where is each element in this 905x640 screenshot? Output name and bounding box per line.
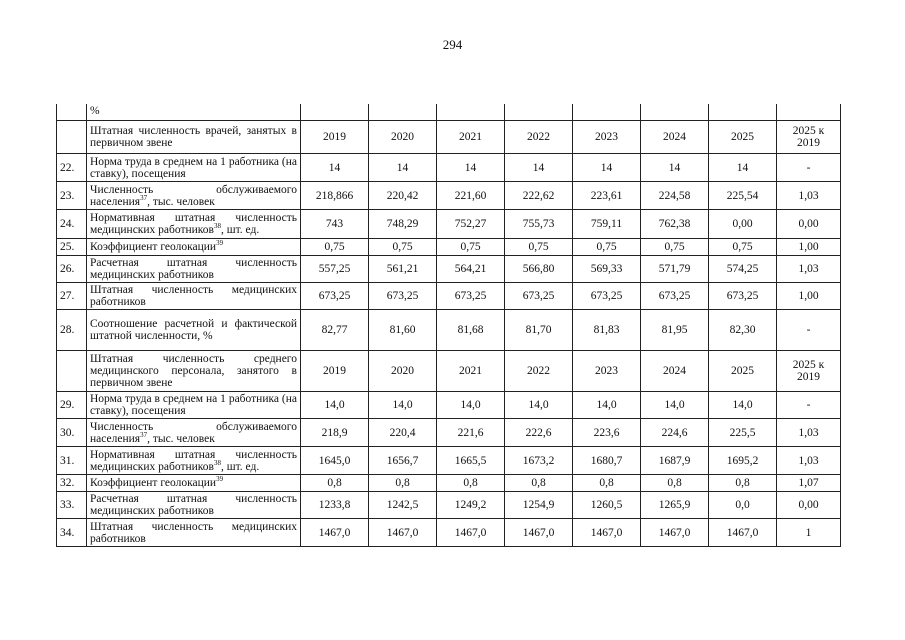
value-cell: 2024 [641, 121, 709, 154]
footnote-ref: 37 [140, 193, 148, 202]
indicator-label: Штатная численность врачей, занятых в первичном звене [90, 125, 297, 149]
page-number: 294 [442, 37, 463, 52]
section-title [87, 351, 301, 392]
indicator-label: Нормативная штатная численность медицинских работников [90, 212, 297, 236]
value-cell: 82,77 [301, 310, 369, 351]
value-cell: 1467,0 [709, 519, 777, 547]
table-cell [57, 104, 87, 121]
value-cell: 0,75 [505, 239, 573, 256]
value-cell: 222,62 [505, 182, 573, 210]
value-cell: 14,0 [573, 392, 641, 419]
table-row [57, 310, 841, 351]
ratio-cell: 2025 к 2019 [777, 351, 841, 392]
value-cell: 0,8 [641, 475, 709, 492]
table-row [57, 104, 841, 121]
indicator-name [87, 475, 301, 492]
value-cell: 673,25 [505, 283, 573, 310]
ratio-cell: 1,07 [777, 475, 841, 492]
value-cell: 1233,8 [301, 492, 369, 519]
table-row [57, 447, 841, 475]
value-cell: 673,25 [369, 283, 437, 310]
value-cell: 220,42 [369, 182, 437, 210]
value-cell: 569,33 [573, 256, 641, 283]
row-number: 31. [57, 447, 87, 475]
value-cell: 1467,0 [301, 519, 369, 547]
value-cell: 1645,0 [301, 447, 369, 475]
footnote-ref: 38 [214, 222, 221, 231]
value-cell: 1254,9 [505, 492, 573, 519]
value-cell: 14,0 [369, 392, 437, 419]
footnote-ref: 37 [140, 430, 148, 439]
table-cell [573, 104, 641, 121]
value-cell: 0,75 [573, 239, 641, 256]
value-cell: 1467,0 [437, 519, 505, 547]
row-number: 22. [57, 154, 87, 182]
table-cell [777, 104, 841, 121]
indicator-label: Штатная численность медицинских работников [90, 284, 297, 308]
value-cell: 574,25 [709, 256, 777, 283]
value-cell: 14,0 [505, 392, 573, 419]
value-cell: 222,6 [505, 419, 573, 447]
value-cell: 14 [573, 154, 641, 182]
table-row [57, 182, 841, 210]
value-cell: 218,866 [301, 182, 369, 210]
value-cell: 0,8 [437, 475, 505, 492]
footnote-ref: 39 [216, 239, 224, 248]
value-cell: 14,0 [437, 392, 505, 419]
row-fragment: % [87, 104, 301, 121]
value-cell: 0,75 [369, 239, 437, 256]
indicator-unit: , шт. ед. [221, 460, 260, 473]
ratio-cell: 0,00 [777, 210, 841, 239]
value-cell: 0,75 [437, 239, 505, 256]
value-cell: 0,8 [505, 475, 573, 492]
table-row [57, 519, 841, 547]
value-cell: 82,30 [709, 310, 777, 351]
table-cell [709, 104, 777, 121]
table-row [57, 419, 841, 447]
indicator-label: Штатная численность медицинских работников [90, 520, 297, 545]
value-cell: 225,5 [709, 419, 777, 447]
indicator-name [87, 519, 301, 547]
indicator-label: Норма труда в среднем на 1 работника (на ставку), посещения [90, 393, 297, 417]
value-cell: 1680,7 [573, 447, 641, 475]
table-row [57, 154, 841, 182]
value-cell: 557,25 [301, 256, 369, 283]
row-number: 32. [57, 475, 87, 492]
value-cell: 0,75 [641, 239, 709, 256]
ratio-cell: 2025 к 2019 [777, 121, 841, 154]
section-title [87, 121, 301, 154]
ratio-cell: 1 [777, 519, 841, 547]
value-cell: 743 [301, 210, 369, 239]
value-cell: 2019 [301, 351, 369, 392]
value-cell: 1673,2 [505, 447, 573, 475]
table-row [57, 392, 841, 419]
indicator-name [87, 154, 301, 182]
value-cell: 224,6 [641, 419, 709, 447]
value-cell: 2021 [437, 351, 505, 392]
ratio-cell: 1,03 [777, 419, 841, 447]
value-cell: 0,8 [709, 475, 777, 492]
value-cell: 1260,5 [573, 492, 641, 519]
ratio-cell: 1,03 [777, 182, 841, 210]
value-cell: 218,9 [301, 419, 369, 447]
indicator-name [87, 392, 301, 419]
value-cell: 2020 [369, 121, 437, 154]
value-cell: 2020 [369, 351, 437, 392]
value-cell: 81,68 [437, 310, 505, 351]
indicator-label: Численность обслуживаемого населения [90, 420, 297, 445]
indicator-name [87, 419, 301, 447]
indicator-label: Численность обслуживаемого населения [90, 183, 297, 208]
row-number [57, 121, 87, 154]
value-cell: 673,25 [641, 283, 709, 310]
value-cell: 0,8 [369, 475, 437, 492]
value-cell: 762,38 [641, 210, 709, 239]
value-cell: 1467,0 [369, 519, 437, 547]
indicator-unit: , шт. ед. [221, 224, 260, 236]
value-cell: 0,0 [709, 492, 777, 519]
value-cell: 223,61 [573, 182, 641, 210]
value-cell: 2025 [709, 121, 777, 154]
value-cell: 2022 [505, 121, 573, 154]
value-cell: 221,60 [437, 182, 505, 210]
value-cell: 673,25 [301, 283, 369, 310]
value-cell: 14,0 [641, 392, 709, 419]
indicator-name [87, 210, 301, 239]
value-cell: 564,21 [437, 256, 505, 283]
value-cell: 566,80 [505, 256, 573, 283]
value-cell: 14 [709, 154, 777, 182]
value-cell: 2024 [641, 351, 709, 392]
footnote-ref: 38 [214, 458, 221, 467]
indicator-label: Расчетная штатная численность медицинских работников [90, 257, 297, 281]
value-cell: 14,0 [301, 392, 369, 419]
value-cell: 0,00 [709, 210, 777, 239]
row-number: 24. [57, 210, 87, 239]
table-cell [505, 104, 573, 121]
table-cell [641, 104, 709, 121]
value-cell: 0,75 [709, 239, 777, 256]
value-cell: 1467,0 [641, 519, 709, 547]
value-cell: 2023 [573, 121, 641, 154]
indicator-label: Расчетная штатная численность медицинских работников [90, 493, 297, 517]
value-cell: 225,54 [709, 182, 777, 210]
ratio-cell: - [777, 392, 841, 419]
value-cell: 0,8 [573, 475, 641, 492]
row-number [57, 351, 87, 392]
row-number: 29. [57, 392, 87, 419]
value-cell: 748,29 [369, 210, 437, 239]
value-cell: 759,11 [573, 210, 641, 239]
indicator-name [87, 182, 301, 210]
row-number: 27. [57, 283, 87, 310]
value-cell: 2025 [709, 351, 777, 392]
value-cell: 14,0 [709, 392, 777, 419]
value-cell: 752,27 [437, 210, 505, 239]
value-cell: 2022 [505, 351, 573, 392]
value-cell: 561,21 [369, 256, 437, 283]
row-number: 23. [57, 182, 87, 210]
table-row [57, 475, 841, 492]
ratio-cell: 1,00 [777, 239, 841, 256]
ratio-cell: 0,00 [777, 492, 841, 519]
footnote-ref: 39 [216, 475, 224, 484]
ratio-cell: - [777, 154, 841, 182]
indicator-label: Коэффициент геолокации [90, 241, 217, 253]
table-row [57, 492, 841, 519]
value-cell: 755,73 [505, 210, 573, 239]
section-header-row [57, 121, 841, 154]
value-cell: 1687,9 [641, 447, 709, 475]
value-cell: 673,25 [709, 283, 777, 310]
ratio-cell: 1,03 [777, 256, 841, 283]
value-cell: 14 [301, 154, 369, 182]
row-number: 30. [57, 419, 87, 447]
row-number: 33. [57, 492, 87, 519]
value-cell: 14 [369, 154, 437, 182]
value-cell: 1467,0 [505, 519, 573, 547]
table-cell [301, 104, 369, 121]
value-cell: 81,60 [369, 310, 437, 351]
value-cell: 0,8 [301, 475, 369, 492]
value-cell: 673,25 [437, 283, 505, 310]
value-cell: 81,95 [641, 310, 709, 351]
value-cell: 1695,2 [709, 447, 777, 475]
table-row [57, 210, 841, 239]
row-number: 26. [57, 256, 87, 283]
value-cell: 223,6 [573, 419, 641, 447]
value-cell: 1249,2 [437, 492, 505, 519]
value-cell: 673,25 [573, 283, 641, 310]
ratio-cell: 1,00 [777, 283, 841, 310]
value-cell: 14 [437, 154, 505, 182]
value-cell: 1467,0 [573, 519, 641, 547]
value-cell: 2021 [437, 121, 505, 154]
value-cell: 14 [505, 154, 573, 182]
value-cell: 1242,5 [369, 492, 437, 519]
value-cell: 14 [641, 154, 709, 182]
table-row [57, 283, 841, 310]
value-cell: 1656,7 [369, 447, 437, 475]
value-cell: 1665,5 [437, 447, 505, 475]
indicator-name [87, 492, 301, 519]
value-cell: 0,75 [301, 239, 369, 256]
table-cell [369, 104, 437, 121]
indicator-name [87, 283, 301, 310]
table-row [57, 256, 841, 283]
indicator-name [87, 310, 301, 351]
ratio-cell: 1,03 [777, 447, 841, 475]
indicator-label: Коэффициент геолокации [90, 477, 217, 489]
row-number: 28. [57, 310, 87, 351]
value-cell: 221,6 [437, 419, 505, 447]
value-cell: 220,4 [369, 419, 437, 447]
value-cell: 81,70 [505, 310, 573, 351]
section-header-row [57, 351, 841, 392]
indicator-name [87, 447, 301, 475]
value-cell: 224,58 [641, 182, 709, 210]
value-cell: 2019 [301, 121, 369, 154]
indicator-label: Штатная численность среднего медицинского персонала, занятого в первичном звене [90, 353, 297, 389]
indicator-unit: , тыс. человек [147, 195, 215, 208]
row-number: 34. [57, 519, 87, 547]
row-number: 25. [57, 239, 87, 256]
indicator-name [87, 256, 301, 283]
table-cell [437, 104, 505, 121]
ratio-cell: - [777, 310, 841, 351]
staffing-table [56, 104, 841, 547]
indicator-unit: , тыс. человек [147, 432, 215, 445]
indicator-name [87, 239, 301, 256]
value-cell: 2023 [573, 351, 641, 392]
indicator-label: Соотношение расчетной и фактической штатной численности, % [90, 318, 297, 342]
table-row [57, 239, 841, 256]
indicator-label: Нормативная штатная численность медицинских работников [90, 448, 297, 473]
value-cell: 571,79 [641, 256, 709, 283]
value-cell: 1265,9 [641, 492, 709, 519]
indicator-label: Норма труда в среднем на 1 работника (на ставку), посещения [90, 155, 297, 180]
value-cell: 81,83 [573, 310, 641, 351]
